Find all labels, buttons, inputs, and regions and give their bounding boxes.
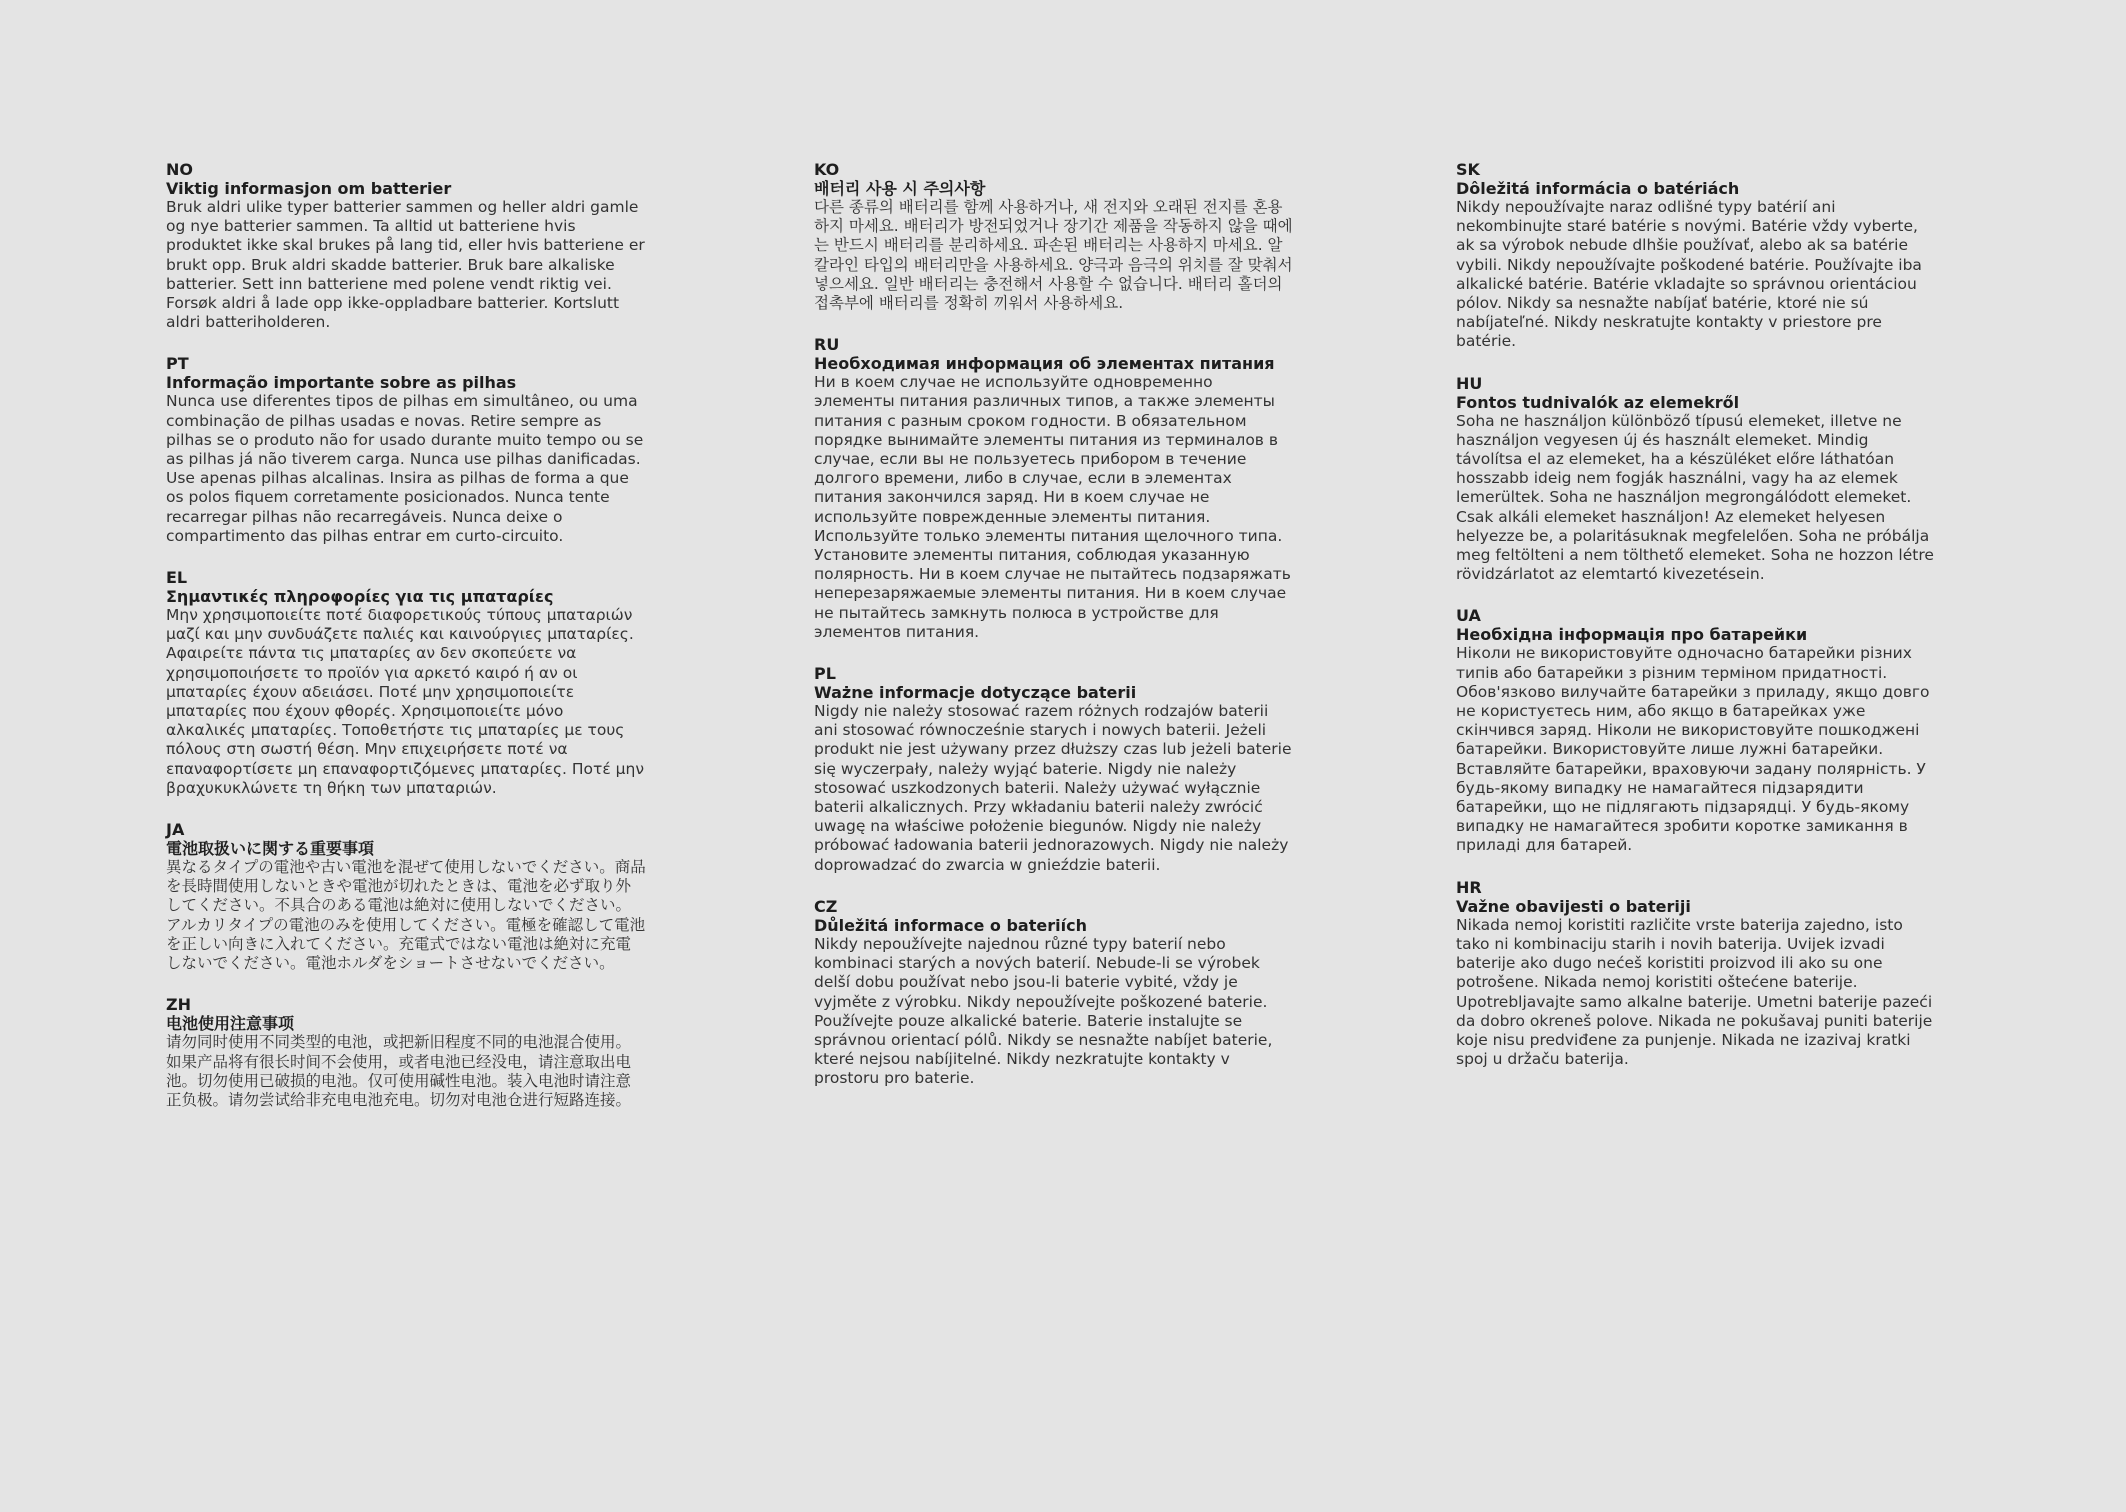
section-title: Необхідна інформація про батарейки [1456,625,1808,645]
section-body: Nigdy nie należy stosować razem różnych rodzajów baterii ani stosować równocześnie starych i nowych baterii. Jeżeli produkt nie jest używany przez dłuższy czas lub jeżeli baterie się wyczerpały, należy wyjąć baterie. Nigdy nie należy stosować uszkodzonych baterii. Należy używać wyłącznie baterii alkalicznych. Przy wkładaniu baterii należy zwrócić uwagę na właściwe położenie biegunów. Nigdy nie należy próbować ładowania baterii jednorazowych. Nigdy nie należy doprowadzać do zwarcia w gnieździe baterii. [814,702,1292,874]
section-ua [1456,606,1936,855]
section-body: 다른 종류의 배터리를 함께 사용하거나, 새 전지와 오래된 전지를 혼용하지 마세요. 배터리가 방전되었거나 장기간 제품을 작동하지 않을 때에는 반드시 배터리를 분리하세요. 파손된 배터리는 사용하지 마세요. 알칼라인 타입의 배터리만을 사용하세요. 양극과 음극의 위치를 잘 맞춰서 넣으세요. 일반 배터리는 충전해서 사용할 수 없습니다. 배터리 홀더의 접촉부에 배터리를 정확히 끼워서 사용하세요. [814,198,1293,313]
section-title: Ważne informacje dotyczące baterii [814,683,1137,703]
section-cz [814,897,1294,1089]
column-left [166,160,646,1132]
language-code: HU [1456,373,1483,393]
language-code: HR [1456,877,1482,897]
language-code: KO [814,160,840,179]
column-middle [814,160,1294,1111]
section-title: Dôležitá informácia o batériách [1456,179,1740,198]
section-body: Nikada nemoj koristiti različite vrste baterija zajedno, isto tako ni kombinaciju starih i novih baterija. Uvijek izvadi baterije ako dugo nećeš koristiti proizvod ili ako su one potrošene. Nikada nemoj koristiti oštećene baterije. Upotrebljavajte samo alkalne baterije. Umetni baterije pazeći da dobro okreneš polove. Nikada ne pokušavaj puniti baterije koje nisu predviđene za punjenje. Nikada ne izazivaj kratki spoj u držaču baterija. [1456,915,1933,1069]
section-body: Nikdy nepoužívajte naraz odlišné typy batérií ani nekombinujte staré batérie s novými. Batérie vždy vyberte, ak sa výrobok nebude dlhšie používať, alebo ak sa batérie vybili. Nikdy nepoužívajte poškodené batérie. Používajte iba alkalické batérie. Batérie vkladajte so správnou orientáciou pólov. Nikdy sa nesnažte nabíjať batérie, ktoré nie sú nabíjateľné. Nikdy neskratujte kontakty v priestore pre batérie. [1456,198,1922,351]
section-body: Bruk aldri ulike typer batterier sammen og heller aldri gamle og nye batterier sammen. Ta alltid ut batteriene hvis produktet ikke skal brukes på lang tid, eller hvis batteriene er brukt opp. Bruk aldri skadde batterier. Bruk bare alkaliske batterier. Sett inn batteriene med polene vendt riktig vei. Forsøk aldri å lade opp ikke-oppladbare batterier. Kortslutt aldri batteriholderen. [166,198,645,332]
section-el [166,568,646,798]
language-code: ZH [166,995,191,1015]
section-title: Informação importante sobre as pilhas [166,373,517,393]
section-sk [1456,160,1936,352]
section-title: Důležitá informace o bateriích [814,915,1087,935]
section-body: Ніколи не використовуйте одночасно батарейки різних типів або батарейки з різним терміном придатності. Обов'язково вилучайте батарейки з приладу, якщо довго не користуєтесь ним, або якщо в батарейках уже скінчився заряд. Ніколи не використовуйте пошкоджені батарейки. Використовуйте лише лужні батарейки. Вставляйте батарейки, враховуючи задану полярність. У будь-якому випадку не намагайтеся підзарядити батарейки, що не підлягають підзарядці. У будь-якому випадку не намагайтеся зробити коротке замикання в приладі для батарей. [1456,644,1930,855]
language-code: PL [814,664,836,684]
section-zh [166,995,646,1110]
section-title: Σημαντικές πληροφορίες για τις μπαταρίες [166,587,554,607]
section-ja [166,820,646,973]
section-title: Необходимая информация об элементах питания [814,354,1275,374]
language-code: PT [166,354,189,374]
section-ru [814,335,1294,642]
section-hu [1456,374,1936,585]
section-pl [814,664,1294,875]
section-body: 異なるタイプの電池や古い電池を混ぜて使用しないでください。商品を長時間使用しないときや電池が切れたときは、電池を必ず取り外してください。不具合のある電池は絶対に使用しないでください。アルカリタイプの電池のみを使用してください。電極を確認して電池を正しい向きに入れてください。充電式ではない電池は絶対に充電しないでください。電池ホルダをショートさせないでください。 [166,858,646,973]
section-no [166,160,646,332]
language-code: SK [1456,160,1480,179]
section-hr [1456,878,1936,1070]
section-title: Važne obavijesti o bateriji [1456,896,1691,916]
section-title: Viktig informasjon om batterier [166,179,452,198]
section-title: Fontos tudnivalók az elemekről [1456,392,1740,412]
language-code: RU [814,335,840,355]
language-code: UA [1456,606,1481,626]
section-ko [814,160,1294,313]
section-title: 電池取扱いに関する重要事項 [166,839,375,859]
section-title: 电池使用注意事项 [166,1014,295,1034]
section-body: Nikdy nepoužívejte najednou různé typy baterií nebo kombinaci starých a nových baterií. Nebude-li se výrobek delší dobu používat nebo jsou-li baterie vybité, vždy je vyjměte z výrobku. Nikdy nepoužívejte poškozené baterie. Používejte pouze alkalické baterie. Baterie instalujte se správnou orientací pólů. Nikdy se nesnažte nabíjet baterie, které nejsou nabíjitelné. Nikdy nezkratujte kontakty v prostoru pro baterie. [814,934,1273,1088]
language-code: CZ [814,896,838,916]
section-pt [166,354,646,546]
language-code: NO [166,160,193,179]
section-body: Ни в коем случае не используйте одновременно элементы питания различных типов, а также элементы питания с разным сроком годности. В обязательном порядке вынимайте элементы питания из терминалов в случае, если вы не пользуетесь прибором в течение долгого времени, либо в случае, если в элементах питания закончился заряд. Ни в коем случае не используйте поврежденные элементы питания. Используйте только элементы питания щелочного типа. Установите элементы питания, соблюдая указанную полярность. Ни в коем случае не пытайтесь подзаряжать неперезаряжаемые элементы питания. Ни в коем случае не пытайтесь замкнуть полюса в устройстве для элементов питания. [814,373,1291,641]
column-right [1456,160,1936,1091]
section-title: 배터리 사용 시 주의사항 [814,179,986,198]
section-body: Μην χρησιμοποιείτε ποτέ διαφορετικούς τύπους μπαταριών μαζί και μην συνδυάζετε παλιές και καινούργιες μπαταρίες. Αφαιρείτε πάντα τις μπαταρίες αν δεν σκοπεύετε να χρησιμοποιήσετε το προϊόν για αρκετό καιρό ή αν οι μπαταρίες έχουν αδειάσει. Ποτέ μην χρησιμοποιείτε μπαταρίες που έχουν φθορές. Χρησιμοποιείτε μόνο αλκαλικές μπαταρίες. Τοποθετήστε τις μπαταρίες με τους πόλους στη σωστή θέση. Μην επιχειρήσετε ποτέ να επαναφορτίσετε μη επαναφορτιζόμενες μπαταρίες. Ποτέ μην βραχυκυκλώνετε τη θήκη των μπαταριών. [166,606,645,797]
section-body: Nunca use diferentes tipos de pilhas em simultâneo, ou uma combinação de pilhas usadas e novas. Retire sempre as pilhas se o produto não for usado durante muito tempo ou se as pilhas já não tiverem carga. Nunca use pilhas danificadas. Use apenas pilhas alcalinas. Insira as pilhas de forma a que os polos fiquem corretamente posicionados. Nunca tente recarregar pilhas não recarregáveis. Nunca deixe o compartimento das pilhas entrar em curto-circuito. [166,392,644,545]
language-code: JA [166,820,185,840]
language-code: EL [166,568,188,588]
section-body: Soha ne használjon különböző típusú elemeket, illetve ne használjon vegyesen új és használt elemeket. Mindig távolítsa el az elemeket, ha a készüléket előre láthatóan hosszabb ideig nem fogják használni, vagy ha az elemek lemerültek. Soha ne használjon megrongálódott elemeket. Csak alkáli elemeket használjon! Az elemeket helyesen helyezze be, a polaritásuknak megfelelően. Soha ne próbálja meg feltölteni a nem tölthető elemeket. Soha ne hozzon létre rövidzárlatot az elemtartó kivezetésein. [1456,411,1934,584]
section-body: 请勿同时使用不同类型的电池，或把新旧程度不同的电池混合使用。如果产品将有很长时间不会使用，或者电池已经没电，请注意取出电池。切勿使用已破损的电池。仅可使用碱性电池。装入电池时请注意正负极。请勿尝试给非充电电池充电。切勿对电池仓进行短路连接。 [166,1033,632,1109]
